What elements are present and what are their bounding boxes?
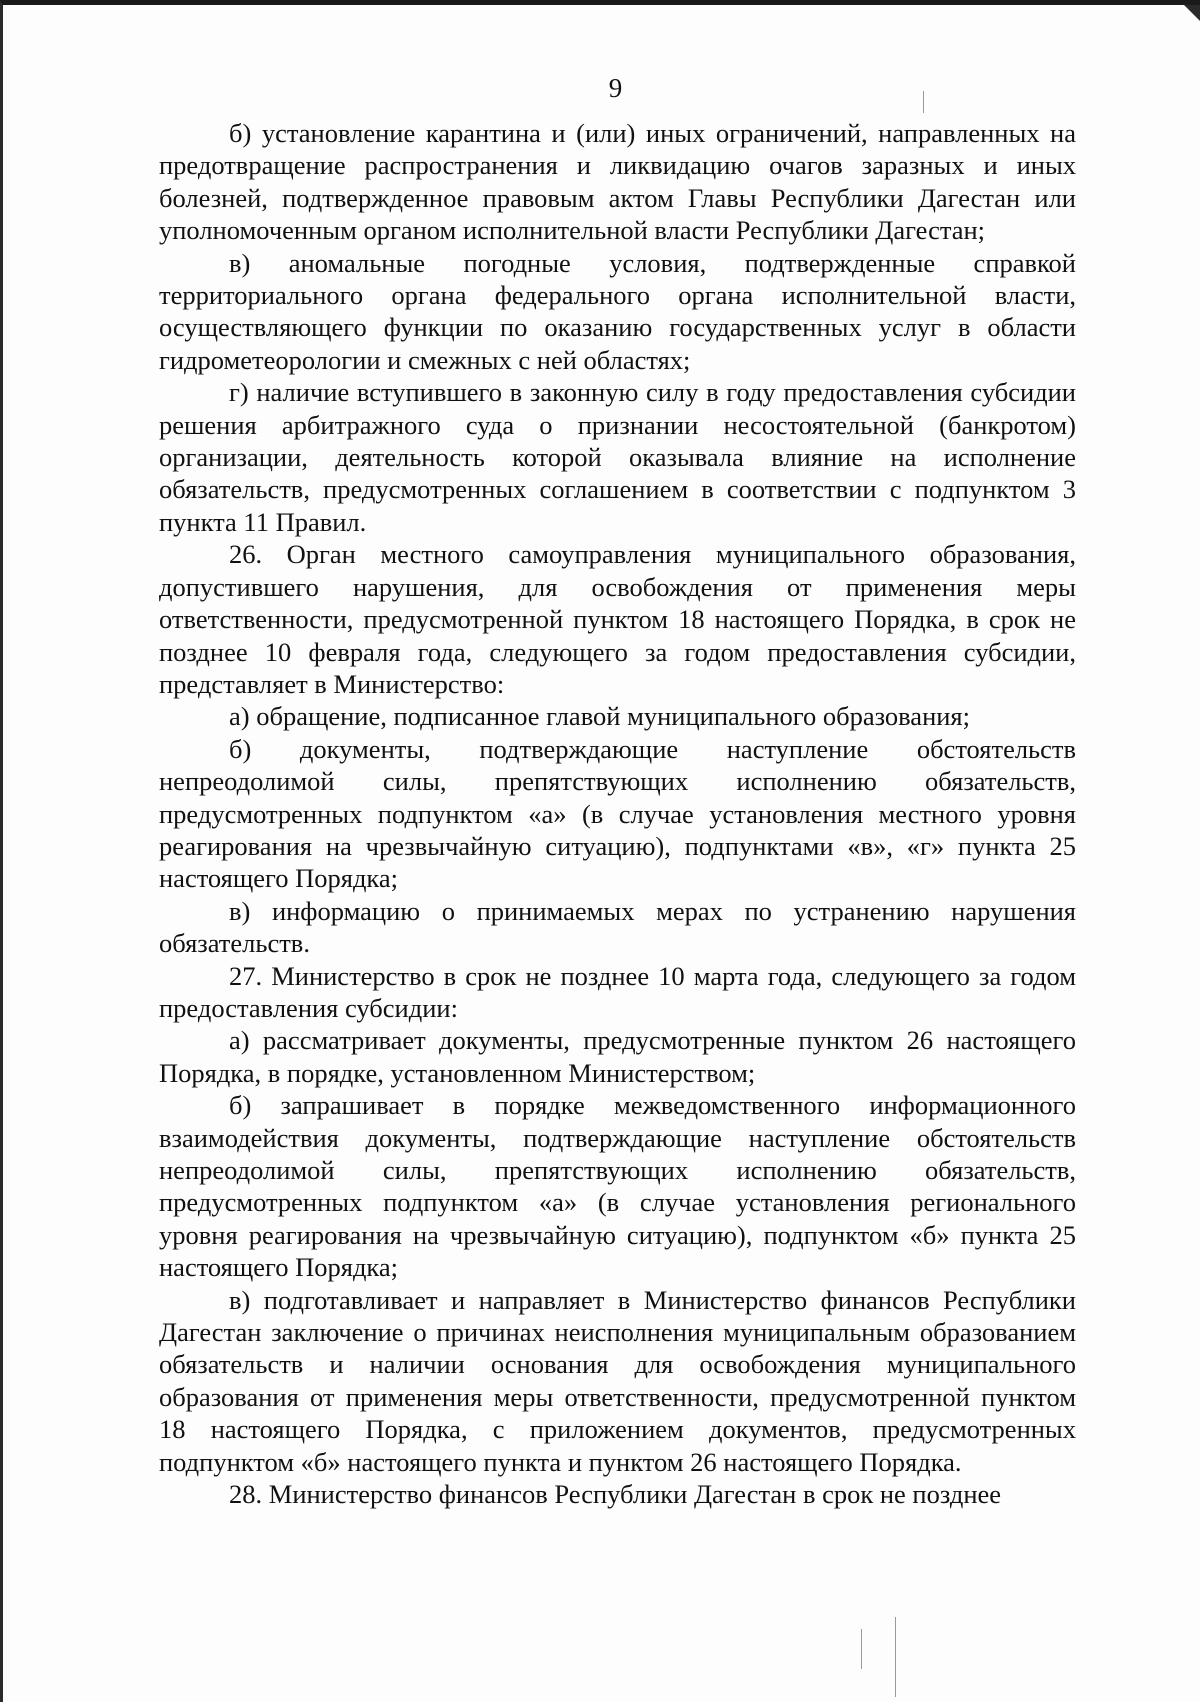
paragraph-27: 27. Министерство в срок не позднее 10 марта года, следующего за годом предоставления субсидии: (159, 960, 1076, 1023)
document-body (159, 117, 1076, 1510)
paragraph-28: 28. Министерство финансов Республики Дагестан в срок не позднее (229, 1479, 1002, 1510)
paragraph-26: 26. Орган местного самоуправления муниципального образования, допустившего нарушения, для освобождения от применения меры ответственности, предусмотренной пунктом 18 настоящего Порядка, в срок не позднее 10 февраля года, следующего за годом предоставления субсидии, представляет в Министерство: (159, 539, 1076, 699)
paragraph-26a: а) обращение, подписанное главой муниципального образования; (229, 701, 970, 732)
paragraph-26b: б) документы, подтверждающие наступление обстоятельств непреодолимой силы, препятствующих исполнению обязательств, предусмотренных подпунктом «а» (в случае установления местного уровня реагирования на чрезвычайную ситуацию), подпунктами «в», «г» пункта 25 настоящего Порядка; (159, 733, 1076, 894)
paragraph-25v: в) аномальные погодные условия, подтвержденные справкой территориального органа федерального органа исполнительной власти, осуществляющего функции по оказанию государственных услуг в области гидрометеорологии и смежных с ней областях; (159, 247, 1076, 375)
scan-artifact-line (923, 91, 924, 113)
paragraph-25g: г) наличие вступившего в законную силу в году предоставления субсидии решения арбитражного суда о признании несостоятельной (банкротом) организации, деятельность которой оказывала влияние на исполнение обязательств, предусмотренных соглашением в соответствии с подпунктом 3 пункта 11 Правил. (159, 377, 1076, 537)
scan-artifact-line (895, 1617, 896, 1697)
page-number: 9 (608, 73, 623, 103)
paragraph-27a: а) рассматривает документы, предусмотренные пунктом 26 настоящего Порядка, в порядке, установленном Министерством; (159, 1025, 1076, 1088)
paragraph-27v: в) подготавливает и направляет в Министерство финансов Республики Дагестан заключение о причинах неисполнения муниципальным образованием обязательств и наличии основания для освобождения муниципального образования от применения меры ответственности, предусмотренной пунктом 18 настоящего Порядка, с приложением документов, предусмотренных подпунктом «б» настоящего пункта и пунктом 26 настоящего Порядка. (159, 1284, 1076, 1477)
scan-corner-mark (1184, 5, 1200, 21)
paragraph-25b: б) установление карантина и (или) иных ограничений, направленных на предотвращение распространения и ликвидацию очагов заразных и иных болезней, подтвержденное правовым актом Главы Республики Дагестан или уполномоченным органом исполнительной власти Республики Дагестан; (159, 118, 1076, 246)
scan-artifact-line (861, 1629, 862, 1669)
paragraph-27b: б) запрашивает в порядке межведомственного информационного взаимодействия документы, подтверждающие наступление обстоятельств непреодолимой силы, препятствующих исполнению обязательств, предусмотренных подпунктом «а» (в случае установления регионального уровня реагирования на чрезвычайную ситуацию), подпунктом «б» пункта 25 настоящего Порядка; (159, 1090, 1076, 1283)
paragraph-26v: в) информацию о принимаемых мерах по устранению нарушения обязательств. (159, 895, 1076, 959)
